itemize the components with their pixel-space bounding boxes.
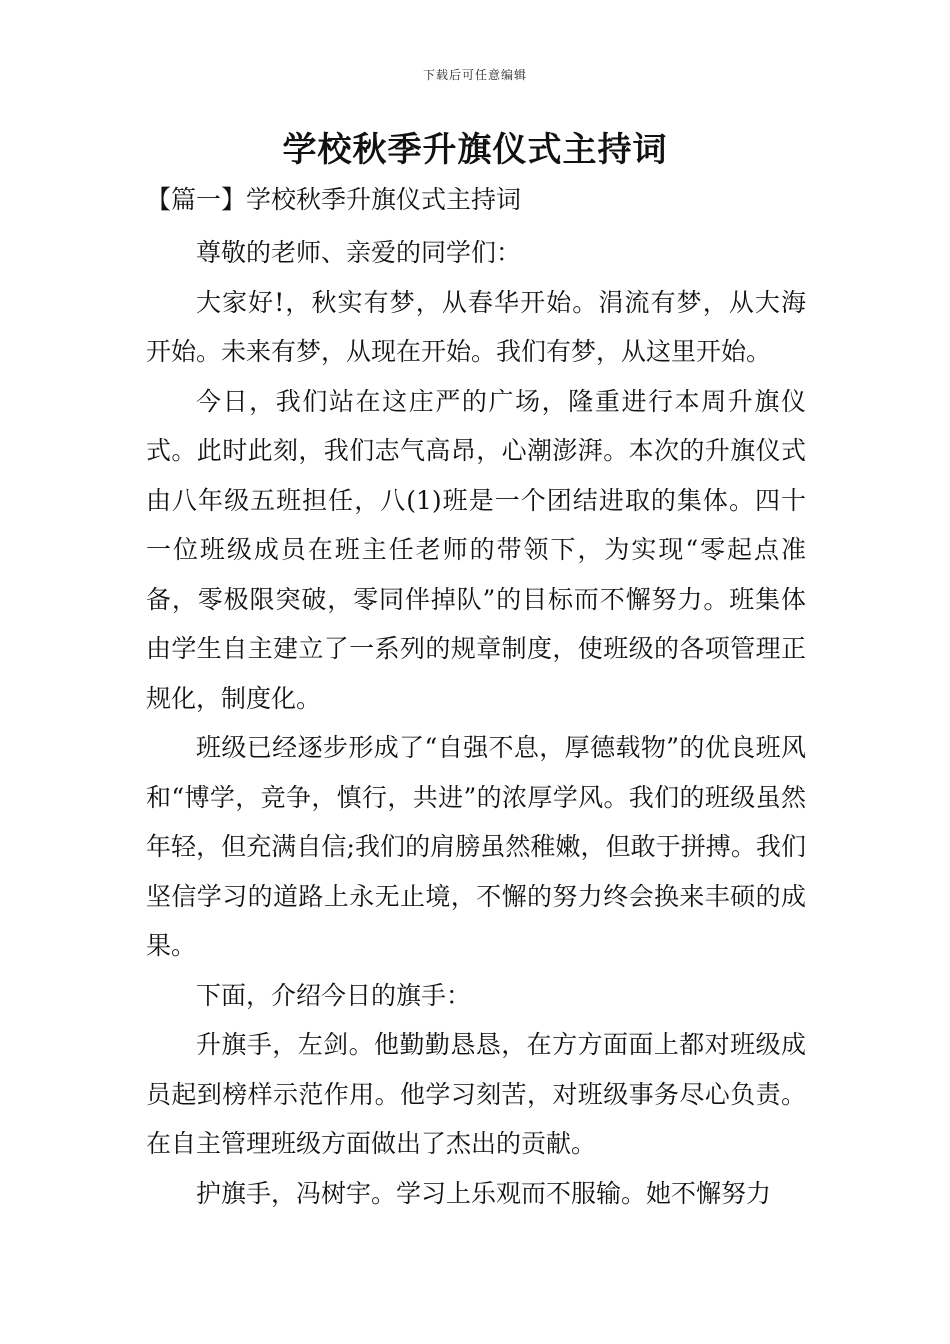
paragraph-greeting: 尊敬的老师、亲爱的同学们：	[196, 238, 522, 267]
document-body	[146, 228, 806, 1218]
paragraph-class-intro: 今日，我们站在这庄严的广场，隆重进行本周升旗仪式。此时此刻，我们志气高昂，心潮澎湃。本次的升旗仪式由八年级五班担任，八(1)班是一个团结进取的集体。四十一位班级成员在班主任老师的带领下，为实现“零起点准备，零极限突破，零同伴掉队”的目标而不懈努力。班集体由学生自主建立了一系列的规章制度，使班级的各项管理正规化，制度化。	[146, 386, 806, 713]
document-title: 学校秋季升旗仪式主持词	[282, 130, 668, 170]
paragraph-flag-guard: 护旗手，冯树宇。学习上乐观而不服输。她不懈努力	[196, 1178, 772, 1208]
paragraph-class-spirit: 班级已经逐步形成了“自强不息，厚德载物”的优良班风和“博学，竞争，慎行，共进”的浓厚学风。我们的班级虽然年轻，但充满自信;我们的肩膀虽然稚嫩，但敢于拼搏。我们坚信学习的道路上永无止境，不懈的努力终会换来丰硕的成果。	[146, 733, 806, 960]
paragraph-opening: 大家好!，秋实有梦，从春华开始。涓流有梦，从大海开始。未来有梦，从现在开始。我们有梦，从这里开始。	[146, 287, 806, 366]
header-note: 下载后可任意编辑	[422, 68, 527, 82]
paragraph-flag-bearers-intro: 下面，介绍今日的旗手：	[196, 980, 472, 1010]
section-heading: 【篇一】学校秋季升旗仪式主持词	[146, 185, 522, 214]
paragraph-flag-raiser: 升旗手，左剑。他勤勤恳恳，在方方面面上都对班级成员起到榜样示范作用。他学习刻苦，对班级事务尽心负责。在自主管理班级方面做出了杰出的贡献。	[146, 1030, 806, 1158]
